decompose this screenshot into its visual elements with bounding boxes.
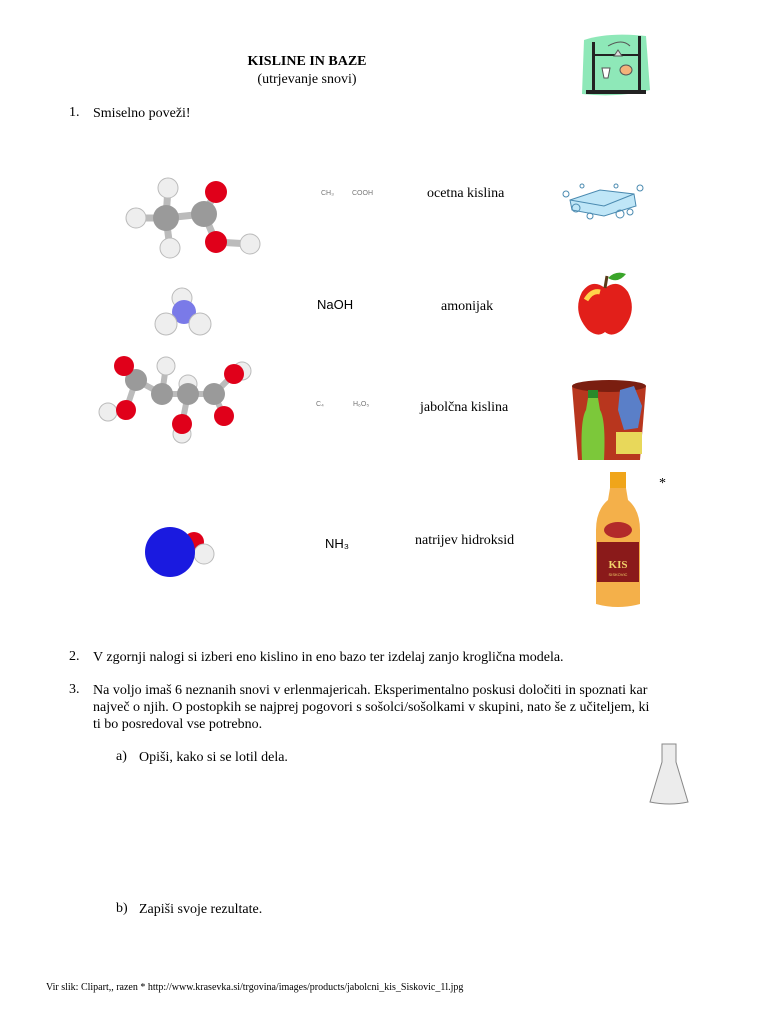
faint-formula-1a: CH₃ bbox=[321, 190, 334, 197]
question-3-line-3: ti bo posredoval vse potrebno. bbox=[93, 717, 263, 732]
apple-icon bbox=[574, 270, 636, 338]
cleaning-bucket-icon bbox=[568, 376, 650, 462]
question-2-number: 2. bbox=[69, 649, 80, 664]
ammonia-model bbox=[150, 286, 220, 340]
question-2-text: V zgornji nalogi si izberi eno kislino in eno bazo ter izdelaj zanjo kroglična modela. bbox=[93, 650, 564, 665]
question-3-number: 3. bbox=[69, 682, 80, 697]
page-title: KISLINE IN BAZE bbox=[247, 54, 367, 69]
question-1-text: Smiselno poveži! bbox=[93, 106, 191, 121]
image-asterisk: * bbox=[659, 476, 666, 491]
name-ammonia: amonijak bbox=[441, 299, 494, 314]
erlenmeyer-flask-icon bbox=[648, 742, 692, 806]
name-sodium-hydroxide: natrijev hidroksid bbox=[415, 533, 515, 548]
subitem-a-text: Opiši, kako si se lotil dela. bbox=[139, 750, 288, 765]
subitem-b-text: Zapiši svoje rezultate. bbox=[139, 902, 263, 917]
question-3-line-2: največ o njih. O postopkih se najprej pogovori s sošolci/sošolkami v skupini, nato še z učiteljem, ki bbox=[93, 700, 650, 715]
soap-bar-icon bbox=[560, 178, 646, 222]
sodium-hydroxide-model bbox=[140, 522, 222, 580]
page-subtitle: (utrjevanje snovi) bbox=[257, 72, 357, 87]
lab-stand-icon bbox=[578, 32, 652, 98]
subitem-b-label: b) bbox=[116, 901, 128, 916]
formula-nh3: NH₃ bbox=[325, 536, 350, 551]
question-1-number: 1. bbox=[69, 105, 80, 120]
faint-formula-1b: COOH bbox=[352, 190, 373, 197]
faint-formula-3b: H₆O₅ bbox=[353, 401, 370, 408]
subitem-a-label: a) bbox=[116, 749, 127, 764]
name-acetic-acid: ocetna kislina bbox=[427, 186, 505, 201]
bottle-label-text: KIS bbox=[608, 559, 628, 571]
name-malic-acid: jabolčna kislina bbox=[420, 400, 509, 415]
acetic-acid-model bbox=[118, 172, 268, 264]
malic-acid-model bbox=[96, 354, 256, 446]
bottle-sublabel-text: SISKOVIC bbox=[608, 572, 628, 577]
vinegar-bottle-icon bbox=[592, 470, 644, 610]
faint-formula-3a: C₄ bbox=[316, 401, 324, 408]
image-source-footer: Vir slik: Clipart,, razen * http://www.krasevka.si/trgovina/images/products/jabolcni_kis_Siskovic_1l.jpg bbox=[46, 982, 464, 993]
question-3-line-1: Na voljo imaš 6 neznanih snovi v erlenmajericah. Eksperimentalno poskusi določiti in spoznati kar bbox=[93, 683, 648, 698]
formula-naoh: NaOH bbox=[317, 297, 354, 312]
